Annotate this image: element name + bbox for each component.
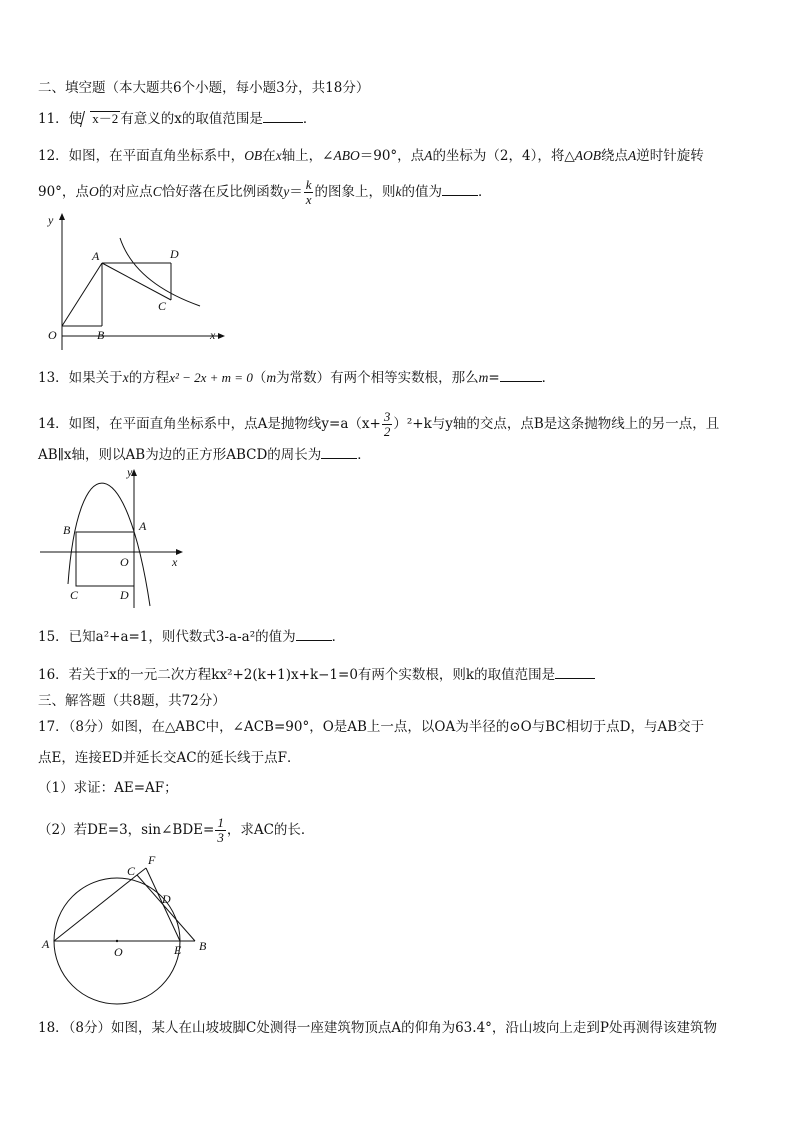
q12-text: 的图象上，则 bbox=[314, 184, 396, 200]
question-17-part-2 bbox=[38, 816, 314, 845]
label-f: F bbox=[148, 853, 156, 867]
fraction-3-over-2 bbox=[382, 410, 393, 439]
hyperbola-curve bbox=[120, 238, 200, 306]
label-x: x bbox=[210, 328, 216, 342]
label-d: D bbox=[162, 892, 171, 906]
q14-end: ． bbox=[357, 447, 371, 463]
q12-text: 12．如图，在平面直角坐标系中， bbox=[38, 148, 245, 164]
question-12-line-1 bbox=[38, 147, 704, 165]
q12-text: ＝ bbox=[289, 184, 303, 200]
label-b: B bbox=[97, 328, 105, 342]
answer-blank bbox=[555, 666, 595, 679]
q13-var: m bbox=[266, 370, 277, 385]
answer-blank bbox=[296, 628, 332, 641]
q12-var: AOB bbox=[574, 148, 601, 163]
label-o: O bbox=[120, 555, 129, 569]
q12-var: O bbox=[88, 184, 99, 199]
label-b: B bbox=[199, 939, 207, 953]
q11-text: 有意义的x的取值范围是 bbox=[120, 111, 263, 127]
q12-var: ABO bbox=[333, 148, 360, 163]
fraction-denominator: 2 bbox=[383, 424, 391, 439]
q15-text: 15．已知a²+a=1，则代数式3-a-a²的值为 bbox=[38, 629, 296, 645]
q17-figure bbox=[38, 850, 218, 1010]
q12-var: OB bbox=[244, 148, 263, 163]
segment-cb bbox=[137, 875, 195, 941]
q16-text: 16．若关于x的一元二次方程kx²+2(k+1)x+k−1=0有两个实数根，则k的取值范围是 bbox=[38, 667, 556, 683]
q13-text: 的方程 bbox=[128, 370, 170, 386]
label-o: O bbox=[114, 945, 123, 959]
q12-text: 的坐标为（2，4），将△ bbox=[432, 148, 575, 164]
fraction-numerator: k bbox=[305, 177, 312, 192]
q12-text: 90°，点 bbox=[38, 184, 89, 200]
q12-text: 轴上，∠ bbox=[281, 148, 334, 164]
answer-blank bbox=[321, 446, 357, 459]
question-15 bbox=[38, 628, 345, 646]
label-c: C bbox=[158, 299, 167, 313]
y-axis-arrow bbox=[59, 213, 65, 220]
q17-text: ，求AC的长． bbox=[226, 822, 315, 838]
label-d: D bbox=[120, 588, 129, 602]
fraction-denominator: x bbox=[305, 192, 312, 207]
question-11 bbox=[38, 110, 316, 128]
center-o bbox=[116, 940, 118, 942]
label-y: y bbox=[127, 466, 133, 479]
fraction-k-over-x bbox=[304, 178, 314, 207]
answer-blank bbox=[500, 369, 542, 382]
label-b: B bbox=[63, 523, 71, 537]
question-17-part-1: （1）求证：AE=AF； bbox=[38, 780, 178, 796]
q12-end: ． bbox=[477, 184, 492, 200]
label-d: D bbox=[170, 247, 179, 261]
q12-text: 恰好落在反比例函数 bbox=[161, 184, 284, 200]
label-x: x bbox=[172, 555, 178, 569]
question-12-line-2 bbox=[38, 178, 491, 207]
sqrt-expression: x－2 bbox=[92, 111, 119, 126]
q12-text: 在 bbox=[262, 148, 276, 164]
q12-text: 的对应点 bbox=[98, 184, 153, 200]
q12-var: x bbox=[275, 148, 282, 163]
q13-end: ． bbox=[541, 370, 556, 386]
fraction-1-over-3 bbox=[215, 816, 226, 845]
q13-text: = bbox=[488, 370, 500, 386]
question-14-line-1 bbox=[38, 410, 719, 439]
question-17-line-1: 17．（8分）如图，在△ABC中，∠ACB=90°，O是AB上一点，以OA为半径的⊙O与BC相切于点D，与AB交于 bbox=[38, 719, 705, 735]
q13-var: m bbox=[478, 370, 489, 385]
q13-text: 为常数）有两个相等实数根，那么 bbox=[276, 370, 479, 386]
q13-equation: x² − 2x + m = 0 bbox=[169, 370, 253, 385]
q12-text: ＝90°，点 bbox=[359, 148, 425, 164]
fraction-numerator: 1 bbox=[217, 815, 224, 830]
label-e: E bbox=[174, 943, 182, 957]
q12-var: C bbox=[152, 184, 162, 199]
x-axis-arrow bbox=[218, 333, 225, 339]
extension-cf bbox=[137, 868, 146, 875]
label-o: O bbox=[48, 328, 57, 342]
q12-var: y bbox=[283, 184, 290, 199]
q12-figure bbox=[40, 208, 230, 353]
answer-blank bbox=[442, 183, 478, 196]
q12-var: k bbox=[395, 184, 402, 199]
question-13 bbox=[38, 369, 555, 387]
q14-text: 14．如图，在平面直角坐标系中，点A是抛物线y=a（x+ bbox=[38, 416, 381, 432]
q12-text: 绕点 bbox=[601, 148, 628, 164]
section-title-solutions: 三、解答题（共8题，共72分） bbox=[38, 693, 226, 709]
q14-text: AB∥x轴，则以AB为边的正方形ABCD的周长为 bbox=[38, 447, 322, 463]
q14-text: ）²+k与y轴的交点，点B是这条抛物线上的另一点，且 bbox=[393, 416, 720, 432]
q17-text: （2）若DE=3，sin∠BDE= bbox=[38, 822, 215, 838]
q13-text: （ bbox=[252, 370, 267, 386]
q11-end: ． bbox=[302, 111, 317, 127]
question-14-line-2 bbox=[38, 446, 371, 464]
q12-var: A bbox=[628, 148, 637, 163]
q13-var: x bbox=[122, 370, 129, 385]
label-c: C bbox=[127, 864, 136, 878]
label-c: C bbox=[70, 588, 79, 602]
segment-ac bbox=[102, 263, 171, 300]
q12-text: 逆时针旋转 bbox=[636, 148, 704, 164]
parabola-curve bbox=[68, 483, 150, 606]
label-a: A bbox=[139, 519, 147, 533]
label-y: y bbox=[48, 213, 54, 227]
q15-end: ． bbox=[331, 629, 346, 645]
question-16 bbox=[38, 666, 595, 684]
fraction-numerator: 3 bbox=[383, 409, 391, 424]
q12-text: 的值为 bbox=[401, 184, 442, 200]
q11-prefix: 11．使 bbox=[38, 111, 83, 127]
segment-ac bbox=[54, 875, 137, 941]
answer-blank bbox=[263, 110, 303, 123]
question-18-line-1: 18．（8分）如图，某人在山坡坡脚C处测得一座建筑物顶点A的仰角为63.4°，沿山坡向上走到P处再测得该建筑物 bbox=[38, 1020, 717, 1036]
q12-var: A bbox=[424, 148, 433, 163]
q14-figure bbox=[38, 466, 188, 611]
q13-text: 13．如果关于 bbox=[38, 370, 123, 386]
segment-oa bbox=[62, 263, 102, 326]
question-17-line-2: 点E，连接ED并延长交AC的延长线于点F． bbox=[38, 750, 301, 766]
label-a: A bbox=[92, 249, 100, 263]
label-a: A bbox=[42, 937, 50, 951]
section-title-fill-in: 二、填空题（本大题共6个小题，每小题3分，共18分） bbox=[38, 80, 370, 96]
fraction-denominator: 3 bbox=[217, 830, 224, 845]
